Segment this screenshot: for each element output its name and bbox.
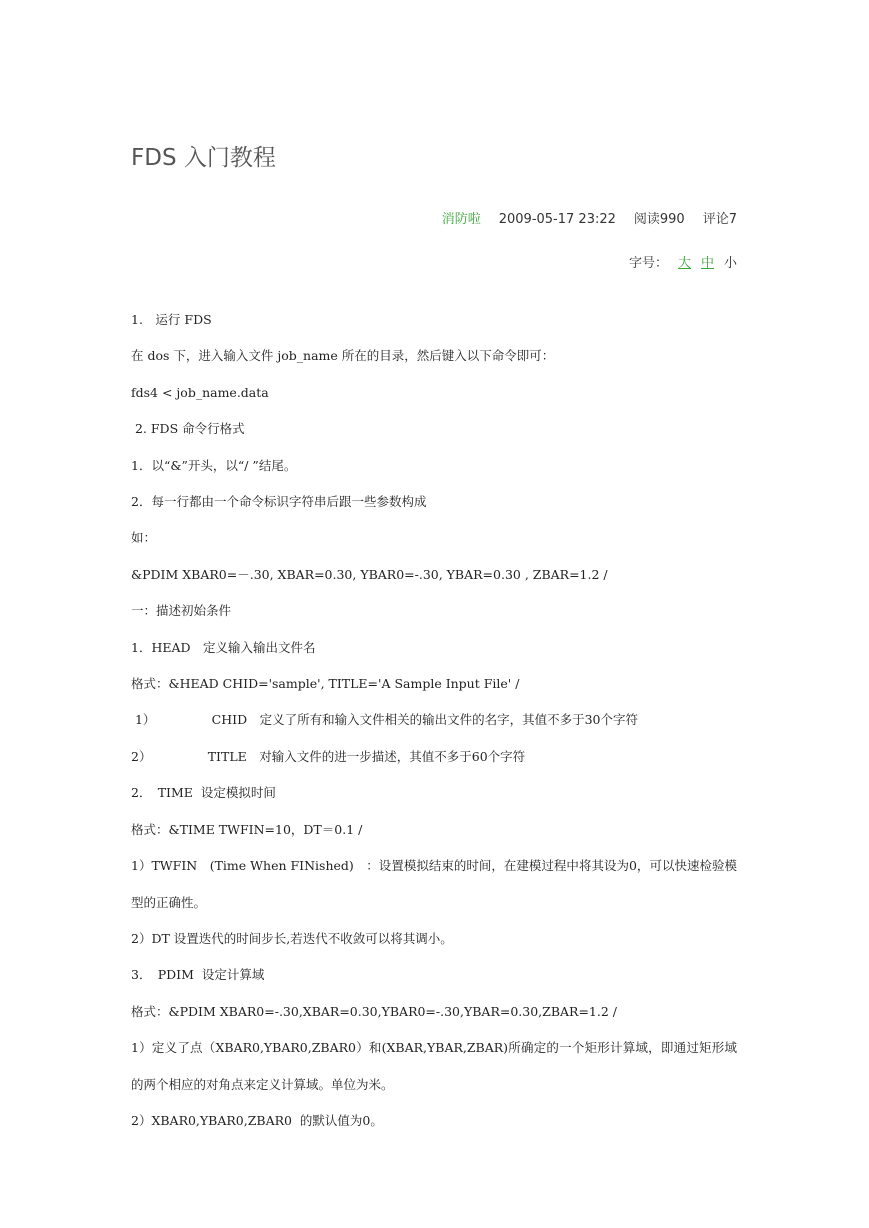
paragraph: 一：描述初始条件 xyxy=(131,603,232,619)
paragraph: 1）TWFIN (Time When FINished) ：设置模拟结束的时间，在建模过程中将其设为0，可以快速检验模型的正确性。 xyxy=(131,858,737,910)
article-meta xyxy=(442,208,737,227)
article-body xyxy=(131,302,737,1139)
font-size-label: 字号： xyxy=(628,256,668,271)
paragraph: 2．每一行都由一个命令标识字符串后跟一些参数构成 xyxy=(131,494,427,510)
paragraph: 1） CHID 定义了所有和输入文件相关的输出文件的名字，其值不多于30个字符 xyxy=(131,712,639,728)
author-link[interactable]: 消防啦 xyxy=(441,212,481,227)
paragraph: fds4 < job_name.data xyxy=(131,384,269,400)
comment-count[interactable]: 评论7 xyxy=(702,212,737,227)
paragraph: 在 dos 下，进入输入文件 job_name 所在的目录，然后键入以下命令即可： xyxy=(131,348,555,364)
paragraph: 格式：&PDIM XBAR0=-.30,XBAR=0.30,YBAR0=-.30,YBAR=0.30,ZBAR=1.2 / xyxy=(131,1003,617,1019)
paragraph: &PDIM XBAR0=－.30, XBAR=0.30, YBAR0=-.30, YBAR=0.30 , ZBAR=1.2 / xyxy=(131,566,608,582)
paragraph: 如： xyxy=(131,530,157,546)
paragraph: 格式：&TIME TWFIN=10，DT＝0.1 / xyxy=(131,821,363,837)
paragraph: 2） TITLE 对输入文件的进一步描述，其值不多于60个字符 xyxy=(131,748,526,764)
article-title: FDS 入门教程 xyxy=(131,145,276,171)
paragraph: 1．以“&”开头，以“/ ”结尾。 xyxy=(131,457,297,473)
paragraph: 格式：&HEAD CHID='sample', TITLE='A Sample Input File' / xyxy=(131,676,520,692)
paragraph: 2． TIME 设定模拟时间 xyxy=(131,785,276,801)
paragraph: 3． PDIM 设定计算域 xyxy=(131,967,265,983)
paragraph: 2）XBAR0,YBAR0,ZBAR0 的默认值为0。 xyxy=(131,1112,383,1128)
font-size-small-option[interactable]: 小 xyxy=(723,256,737,271)
publish-date: 2009-05-17 23:22 xyxy=(498,212,616,227)
font-size-medium-link[interactable]: 中 xyxy=(700,256,714,271)
paragraph: 1）定义了点（XBAR0,YBAR0,ZBAR0）和(XBAR,YBAR,ZBAR)所确定的一个矩形计算域，即通过矩形域的两个相应的对角点来定义计算域。单位为米。 xyxy=(131,1040,737,1092)
paragraph: 2. FDS 命令行格式 xyxy=(131,421,245,437)
paragraph: 1．HEAD 定义输入输出文件名 xyxy=(131,639,316,655)
read-count: 阅读990 xyxy=(633,212,685,227)
font-size-selector xyxy=(629,252,737,271)
paragraph: 1. 运行 FDS xyxy=(131,312,212,327)
font-size-large-link[interactable]: 大 xyxy=(677,256,691,271)
paragraph: 2）DT 设置迭代的时间步长,若迭代不收敛可以将其调小。 xyxy=(131,930,453,946)
